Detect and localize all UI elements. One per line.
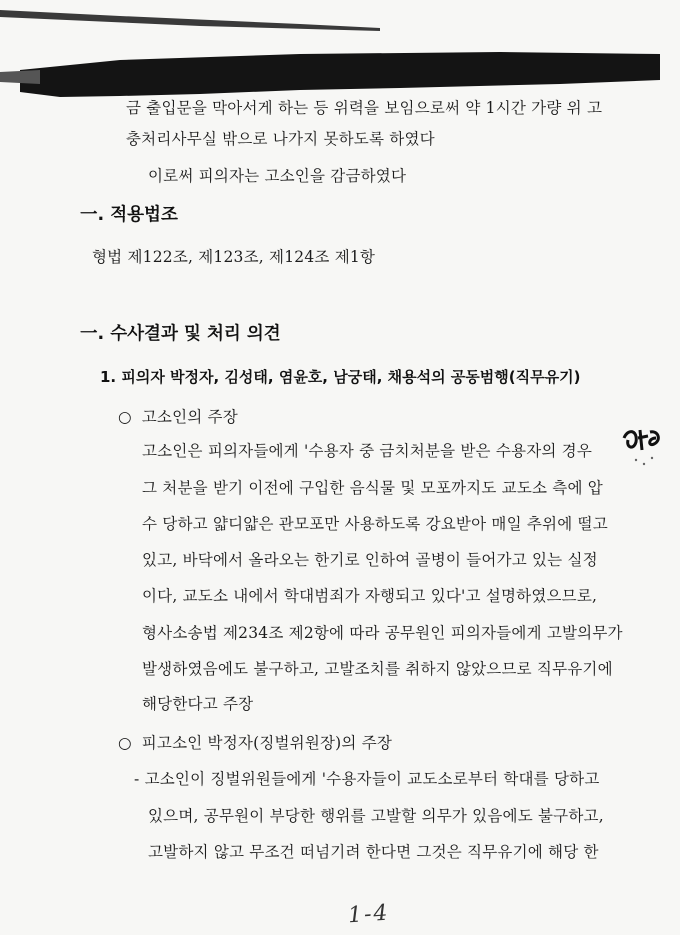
section-law-text: 형법 제122조, 제123조, 제124조 제1항 bbox=[92, 248, 376, 266]
complainant-line-4: 있고, 바닥에서 올라오는 한기로 인하여 골병이 들어가고 있는 실정 bbox=[142, 551, 598, 569]
complainant-line-8: 해당한다고 주장 bbox=[142, 695, 254, 713]
complainant-line-3: 수 당하고 얇디얇은 관모포만 사용하도록 강요받아 매일 추위에 떨고 bbox=[142, 515, 608, 533]
section-law-title: 적용법조 bbox=[110, 205, 178, 225]
complainant-heading-text: 고소인의 주장 bbox=[141, 408, 238, 426]
section-investigation-title: 수사결과 및 처리 의견 bbox=[110, 324, 281, 344]
accused-bullet: ○ bbox=[118, 734, 132, 752]
complainant-line-7: 발생하였음에도 불구하고, 고발조치를 취하지 않았으므로 직무유기에 bbox=[142, 660, 613, 678]
section-investigation-heading bbox=[80, 320, 281, 345]
fragment-line-2: 충처리사무실 밖으로 나가지 못하도록 하였다 bbox=[126, 130, 435, 148]
seal-stamp-icon bbox=[618, 420, 668, 470]
accused-line-3: 고발하지 않고 무조건 떠넘기려 한다면 그것은 직무유기에 해당 한 bbox=[148, 843, 599, 861]
section-law-heading bbox=[80, 201, 178, 226]
accused-line-2: 있으며, 공무원이 부당한 행위를 고발할 의무가 있음에도 불구하고, bbox=[148, 807, 604, 825]
accused-heading-text: 피고소인 박정자(징벌위원장)의 주장 bbox=[141, 734, 393, 752]
fragment-line-1: 금 출입문을 막아서게 하는 등 위력을 보임으로써 약 1시간 가량 위 고 bbox=[126, 99, 603, 117]
subsection-1-heading: 1. 피의자 박정자, 김성태, 염윤호, 남궁태, 채용석의 공동범행(직무유기) bbox=[100, 368, 581, 386]
page-number: 1-4 bbox=[347, 900, 391, 929]
section-investigation-marker: 一. bbox=[80, 324, 105, 344]
complainant-line-5: 이다, 교도소 내에서 학대범죄가 자행되고 있다'고 설명하였으므로, bbox=[142, 587, 598, 605]
complainant-heading bbox=[118, 405, 238, 427]
scan-shadow bbox=[0, 0, 680, 100]
complainant-line-6: 형사소송법 제234조 제2항에 따라 공무원인 피의자들에게 고발의무가 bbox=[142, 624, 623, 642]
fragment-line-3: 이로써 피의자는 고소인을 감금하였다 bbox=[148, 167, 407, 185]
complainant-line-2: 그 처분을 받기 이전에 구입한 음식물 및 모포까지도 교도소 측에 압 bbox=[142, 479, 603, 497]
complainant-bullet: ○ bbox=[118, 408, 132, 426]
complainant-line-1: 고소인은 피의자들에게 '수용자 중 금치처분을 받은 수용자의 경우 bbox=[142, 442, 593, 460]
accused-heading bbox=[118, 731, 392, 753]
accused-line-1: - 고소인이 징벌위원들에게 '수용자들이 교도소로부터 학대를 당하고 bbox=[134, 770, 600, 788]
section-law-marker: 一. bbox=[80, 205, 105, 225]
